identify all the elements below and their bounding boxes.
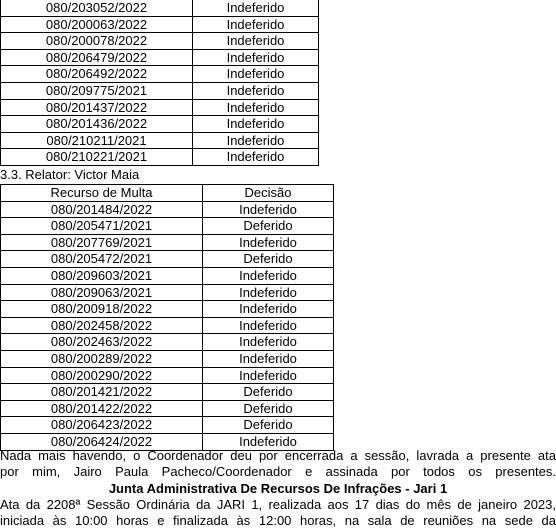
table-row (1, 0, 319, 16)
recurso-number-cell: 080/209063/2021 (1, 284, 203, 301)
recurso-number-cell: 080/206479/2022 (1, 49, 193, 66)
recurso-number-cell: 080/200063/2022 (1, 16, 193, 33)
table-row (1, 116, 319, 133)
table-row (1, 251, 334, 268)
recurso-number-cell: 080/206423/2022 (1, 417, 203, 434)
table-row (1, 66, 319, 83)
decision-cell: Indeferido (203, 317, 334, 334)
recurso-number-cell: 080/205472/2021 (1, 251, 203, 268)
decision-cell: Deferido (203, 251, 334, 268)
table-row (1, 334, 334, 351)
recurso-number-cell: 080/209603/2021 (1, 267, 203, 284)
decision-cell: Indeferido (193, 0, 319, 16)
recurso-number-cell: 080/207769/2021 (1, 234, 203, 251)
decision-cell: Indeferido (193, 82, 319, 99)
decision-cell: Indeferido (193, 66, 319, 83)
decision-cell: Deferido (203, 384, 334, 401)
table-row (1, 234, 334, 251)
recurso-number-cell: 080/205471/2021 (1, 218, 203, 235)
table-row (1, 201, 334, 218)
recurso-number-cell: 080/209775/2021 (1, 82, 193, 99)
relator-decisions-table (0, 184, 334, 451)
decision-cell: Indeferido (193, 99, 319, 116)
section-title: Junta Administrativa De Recursos De Infrações - Jari 1 (108, 481, 448, 496)
minutes-line-2: iniciada às 10:00 horas e finalizada às 12:00 horas, na sala de reuniões na sede da (0, 513, 556, 528)
decision-cell: Indeferido (203, 350, 334, 367)
table-row (1, 267, 334, 284)
decisions-table-continued (0, 0, 319, 166)
closing-line-2: por mim, Jairo Paula Pacheco/Coordenador e assinada por todos os presentes. (0, 464, 556, 479)
table-row (1, 33, 319, 50)
table-row (1, 218, 334, 235)
decision-cell: Indeferido (193, 116, 319, 133)
recurso-number-cell: 080/201437/2022 (1, 99, 193, 116)
column-header-recurso: Recurso de Multa (1, 185, 203, 202)
table-row (1, 16, 319, 33)
table-row (1, 417, 334, 434)
table-row (1, 149, 319, 166)
column-header-decisao: Decisão (203, 185, 334, 202)
recurso-number-cell: 080/202458/2022 (1, 317, 203, 334)
decision-cell: Indeferido (203, 267, 334, 284)
table-row (1, 99, 319, 116)
recurso-number-cell: 080/201484/2022 (1, 201, 203, 218)
table-row (1, 384, 334, 401)
recurso-number-cell: 080/201436/2022 (1, 116, 193, 133)
recurso-number-cell: 080/203052/2022 (1, 0, 193, 16)
table-row (1, 82, 319, 99)
decision-cell: Indeferido (203, 201, 334, 218)
closing-line-1: Nada mais havendo, o Coordenador deu por encerrada a sessão, lavrada a presente ata (0, 448, 556, 463)
recurso-number-cell: 080/202463/2022 (1, 334, 203, 351)
decision-cell: Deferido (203, 400, 334, 417)
recurso-number-cell: 080/201421/2022 (1, 384, 203, 401)
table-header-row (1, 185, 334, 202)
recurso-number-cell: 080/200918/2022 (1, 301, 203, 318)
decision-cell: Deferido (203, 417, 334, 434)
table-row (1, 367, 334, 384)
decision-cell: Indeferido (203, 234, 334, 251)
recurso-number-cell: 080/210221/2021 (1, 149, 193, 166)
decision-cell: Indeferido (193, 149, 319, 166)
table-row (1, 284, 334, 301)
table-row (1, 350, 334, 367)
recurso-number-cell: 080/210211/2021 (1, 132, 193, 149)
decision-cell: Indeferido (203, 433, 334, 450)
decision-cell: Indeferido (203, 334, 334, 351)
decision-cell: Indeferido (203, 301, 334, 318)
recurso-number-cell: 080/206492/2022 (1, 66, 193, 83)
recurso-number-cell: 080/200290/2022 (1, 367, 203, 384)
decision-cell: Indeferido (203, 284, 334, 301)
decision-cell: Indeferido (193, 33, 319, 50)
minutes-line-1: Ata da 2208ª Sessão Ordinária da JARI 1, realizada aos 17 dias do mês de janeiro 2023, (0, 497, 556, 512)
relator-heading: 3.3. Relator: Victor Maia (0, 167, 140, 182)
table-row (1, 301, 334, 318)
decision-cell: Indeferido (203, 367, 334, 384)
recurso-number-cell: 080/206424/2022 (1, 433, 203, 450)
table-row (1, 400, 334, 417)
recurso-number-cell: 080/201422/2022 (1, 400, 203, 417)
recurso-number-cell: 080/200078/2022 (1, 33, 193, 50)
decision-cell: Indeferido (193, 49, 319, 66)
decision-cell: Indeferido (193, 132, 319, 149)
decision-cell: Indeferido (193, 16, 319, 33)
recurso-number-cell: 080/200289/2022 (1, 350, 203, 367)
table-row (1, 132, 319, 149)
table-row (1, 49, 319, 66)
decision-cell: Deferido (203, 218, 334, 235)
table-row (1, 317, 334, 334)
